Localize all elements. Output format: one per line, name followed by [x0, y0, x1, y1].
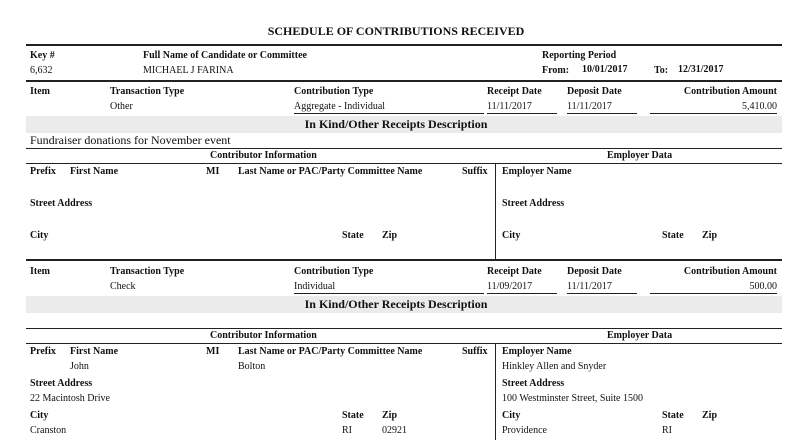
- contribution-type-value: Aggregate - Individual: [294, 101, 484, 114]
- section-rule: [26, 163, 782, 164]
- section-rule: [26, 328, 782, 329]
- contributor-info-header: Contributor Information: [210, 150, 317, 161]
- suffix-label: Suffix: [462, 346, 488, 357]
- street-address-label: Street Address: [30, 378, 93, 389]
- item-label: Item: [30, 266, 50, 277]
- employer-name-value: Hinkley Allen and Snyder: [502, 361, 607, 372]
- employer-city-value: Providence: [502, 425, 547, 436]
- contribution-amount-value: 500.00: [650, 281, 777, 294]
- first-name-label: First Name: [70, 166, 119, 177]
- zip-label: Zip: [382, 410, 398, 421]
- last-name-label: Last Name or PAC/Party Committee Name: [238, 166, 423, 177]
- contribution-type-label: Contribution Type: [294, 266, 374, 277]
- deposit-date-value: 11/11/2017: [567, 101, 637, 114]
- receipt-date-label: Receipt Date: [487, 86, 542, 97]
- header-top-rule: [26, 44, 782, 46]
- employer-data-header: Employer Data: [607, 150, 673, 161]
- candidate-name-value: MICHAEL J FARINA: [143, 65, 234, 76]
- first-name-label: First Name: [70, 346, 119, 357]
- employer-zip-label: Zip: [702, 410, 718, 421]
- deposit-date-label: Deposit Date: [567, 266, 622, 277]
- prefix-label: Prefix: [30, 166, 56, 177]
- column-divider: [495, 343, 496, 440]
- employer-state-value: RI: [662, 425, 672, 436]
- inkind-description-text: Fundraiser donations for November event: [30, 133, 231, 147]
- inkind-description-header: In Kind/Other Receipts Description: [304, 117, 488, 131]
- transaction-type-value: Check: [110, 281, 136, 292]
- mi-label: MI: [206, 346, 220, 357]
- employer-street-label: Street Address: [502, 378, 565, 389]
- section-rule: [26, 343, 782, 344]
- street-address-value: 22 Macintosh Drive: [30, 393, 110, 404]
- item-label: Item: [30, 86, 50, 97]
- reporting-period-label: Reporting Period: [542, 50, 617, 61]
- column-divider: [495, 163, 496, 259]
- contributor-info-header: Contributor Information: [210, 330, 317, 341]
- contribution-amount-value: 5,410.00: [650, 101, 777, 114]
- state-label: State: [342, 410, 364, 421]
- employer-city-label: City: [502, 410, 521, 421]
- employer-state-label: State: [662, 230, 684, 241]
- employer-data-header: Employer Data: [607, 330, 673, 341]
- transaction-type-value: Other: [110, 101, 133, 112]
- contribution-amount-label: Contribution Amount: [683, 86, 777, 97]
- transaction-type-label: Transaction Type: [110, 266, 185, 277]
- key-label: Key #: [30, 50, 55, 61]
- last-name-value: Bolton: [238, 361, 266, 372]
- mi-label: MI: [206, 166, 220, 177]
- city-label: City: [30, 230, 49, 241]
- employer-name-label: Employer Name: [502, 346, 572, 357]
- section-rule: [26, 148, 782, 149]
- suffix-label: Suffix: [462, 166, 488, 177]
- employer-city-label: City: [502, 230, 521, 241]
- zip-label: Zip: [382, 230, 398, 241]
- transaction-type-label: Transaction Type: [110, 86, 185, 97]
- receipt-date-value: 11/11/2017: [487, 101, 557, 114]
- employer-name-label: Employer Name: [502, 166, 572, 177]
- last-name-label: Last Name or PAC/Party Committee Name: [238, 346, 423, 357]
- city-label: City: [30, 410, 49, 421]
- zip-value: 02921: [382, 425, 407, 436]
- state-value: RI: [342, 425, 352, 436]
- contribution-amount-label: Contribution Amount: [683, 266, 777, 277]
- deposit-date-value: 11/11/2017: [567, 281, 637, 294]
- employer-state-label: State: [662, 410, 684, 421]
- entry-separator: [26, 259, 782, 261]
- prefix-label: Prefix: [30, 346, 56, 357]
- page-title: SCHEDULE OF CONTRIBUTIONS RECEIVED: [267, 24, 525, 38]
- to-label: To:: [654, 65, 669, 76]
- city-value: Cranston: [30, 425, 67, 436]
- contribution-type-value: Individual: [294, 281, 484, 294]
- header-bottom-rule: [26, 80, 782, 82]
- key-value: 6,632: [30, 65, 53, 76]
- candidate-name-label: Full Name of Candidate or Committee: [143, 50, 307, 61]
- from-label: From:: [542, 65, 570, 76]
- inkind-description-header: In Kind/Other Receipts Description: [304, 297, 488, 311]
- employer-zip-label: Zip: [702, 230, 718, 241]
- street-address-label: Street Address: [30, 198, 93, 209]
- employer-street-label: Street Address: [502, 198, 565, 209]
- state-label: State: [342, 230, 364, 241]
- contribution-type-label: Contribution Type: [294, 86, 374, 97]
- deposit-date-label: Deposit Date: [567, 86, 622, 97]
- employer-street-value: 100 Westminster Street, Suite 1500: [502, 393, 643, 404]
- from-value: 10/01/2017: [582, 64, 628, 75]
- to-value: 12/31/2017: [678, 64, 724, 75]
- receipt-date-value: 11/09/2017: [487, 281, 557, 294]
- receipt-date-label: Receipt Date: [487, 266, 542, 277]
- first-name-value: John: [70, 361, 89, 372]
